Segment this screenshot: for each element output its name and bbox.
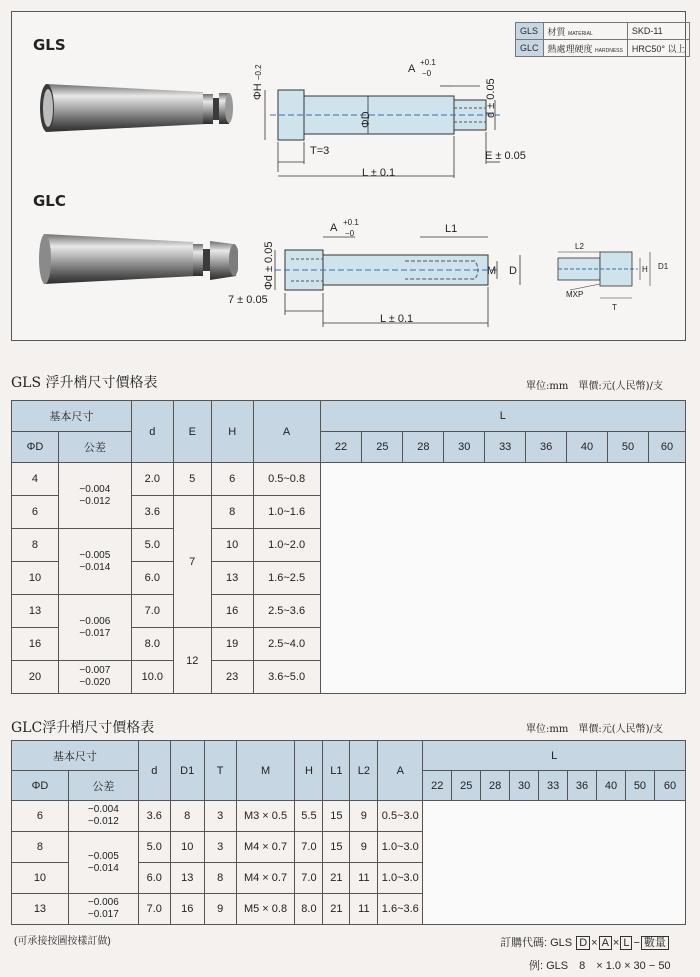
order-box-L: L	[620, 936, 632, 950]
order-example: 例: GLS 8 × 1.0 × 30 − 50	[529, 960, 671, 972]
cell-tolerance: −0.006 −0.017	[68, 894, 138, 925]
gls-phiH-label: ΦH −0.2	[252, 64, 264, 100]
cell-A: 1.0~3.0	[378, 832, 423, 863]
glc-pin-photo	[38, 228, 238, 290]
gls-table-title: GLS 浮升梢尺寸價格表	[11, 375, 158, 391]
cell-D: 6	[12, 801, 69, 832]
glc-table-title: GLC浮升梢尺寸價格表	[11, 720, 155, 736]
col-d: d	[131, 401, 173, 463]
col-basic: 基本尺寸	[12, 401, 132, 432]
cell-H: 8	[211, 496, 253, 529]
cell-tolerance: −0.004 −0.012	[68, 801, 138, 832]
col-E: E	[173, 401, 211, 463]
col-M: M	[236, 741, 295, 801]
cell-D1: 8	[170, 801, 204, 832]
order-box-D: D	[576, 936, 590, 950]
cell-A: 2.5~4.0	[253, 628, 320, 661]
cell-D: 13	[12, 894, 69, 925]
cell-D1: 10	[170, 832, 204, 863]
cell-H: 7.0	[295, 832, 323, 863]
cell-A: 0.5~0.8	[253, 463, 320, 496]
gls-price-table	[11, 400, 686, 694]
table-row	[12, 801, 686, 832]
cell-L1: 15	[323, 832, 350, 863]
glc-l-label: L ± 0.1	[380, 313, 414, 325]
col-L-value: 30	[510, 771, 539, 801]
col-D1: D1	[170, 741, 204, 801]
material-value: SKD-11	[627, 23, 690, 40]
cell-D: 20	[12, 661, 59, 694]
header-row	[12, 401, 686, 432]
table-row	[12, 463, 686, 496]
glc-price-table	[11, 740, 686, 925]
cell-L1: 15	[323, 801, 350, 832]
col-L-value: 28	[403, 432, 444, 463]
cell-D: 4	[12, 463, 59, 496]
cell-M: M4 × 0.7	[236, 832, 295, 863]
col-L-value: 25	[452, 771, 481, 801]
col-H: H	[211, 401, 253, 463]
material-code: GLC	[516, 40, 544, 57]
col-L-value: 60	[654, 771, 685, 801]
col-L-value: 25	[362, 432, 403, 463]
gls-d-label: d ± 0.05	[485, 78, 497, 118]
cell-A: 2.5~3.6	[253, 595, 320, 628]
cell-M: M3 × 0.5	[236, 801, 295, 832]
col-tolerance: 公差	[58, 432, 131, 463]
gls-a-label: A	[408, 63, 416, 75]
gls-unit-note: 單位:mm 單價:元(人民幣)/支	[526, 381, 663, 392]
cell-A: 1.6~2.5	[253, 562, 320, 595]
col-L-value: 50	[608, 432, 649, 463]
cell-D: 16	[12, 628, 59, 661]
col-L-value: 40	[597, 771, 626, 801]
col-phiD: ΦD	[12, 771, 69, 801]
cell-L1: 21	[323, 863, 350, 894]
glc-7-label: 7 ± 0.05	[228, 294, 268, 306]
gls-t-label: T=3	[310, 145, 330, 157]
order-box-A: A	[599, 936, 612, 950]
cell-tolerance: −0.007 −0.020	[58, 661, 131, 694]
col-L-value: 22	[423, 771, 452, 801]
cell-d: 10.0	[131, 661, 173, 694]
glc-a-tol-bot: −0	[345, 229, 355, 238]
glc-t-label: T	[612, 303, 617, 312]
cell-d: 2.0	[131, 463, 173, 496]
cell-d: 6.0	[131, 562, 173, 595]
cell-D: 8	[12, 832, 69, 863]
cell-tolerance: −0.005 −0.014	[58, 529, 131, 595]
gls-l-label: L ± 0.1	[362, 167, 396, 179]
glc-side-view	[548, 240, 668, 315]
col-L-value: 22	[320, 432, 362, 463]
cell-M: M4 × 0.7	[236, 863, 295, 894]
gls-label: GLS	[33, 36, 66, 54]
cell-H: 19	[211, 628, 253, 661]
col-L1: L1	[323, 741, 350, 801]
glc-l1-label: L1	[445, 223, 458, 235]
cell-D: 10	[12, 863, 69, 894]
col-phiD: ΦD	[12, 432, 59, 463]
col-L-value: 33	[485, 432, 526, 463]
cell-T: 8	[204, 863, 236, 894]
cell-M: M5 × 0.8	[236, 894, 295, 925]
custom-order-note: (可承接按圖按樣訂做)	[14, 936, 111, 947]
material-row	[516, 23, 690, 40]
cell-H: 16	[211, 595, 253, 628]
col-L: L	[320, 401, 685, 432]
gls-drawing	[250, 60, 550, 190]
cell-H: 10	[211, 529, 253, 562]
cell-d: 8.0	[131, 628, 173, 661]
cell-H: 23	[211, 661, 253, 694]
cell-d: 7.0	[138, 894, 170, 925]
cell-L2: 9	[350, 832, 378, 863]
col-H: H	[295, 741, 323, 801]
cell-A: 3.6~5.0	[253, 661, 320, 694]
gls-a-tol-bot: −0	[422, 69, 432, 78]
cell-D: 6	[12, 496, 59, 529]
gls-a-tol-top: +0.1	[420, 58, 436, 67]
cell-A: 1.0~3.0	[378, 863, 423, 894]
header-row	[12, 741, 686, 771]
col-L-value: 33	[539, 771, 568, 801]
cell-T: 3	[204, 801, 236, 832]
col-L-value: 50	[625, 771, 654, 801]
order-code: 訂購代碼: GLS D × A × L − 數量	[500, 934, 670, 950]
cell-H: 5.5	[295, 801, 323, 832]
glc-d-label: Φd ± 0.05	[263, 241, 275, 290]
col-d: d	[138, 741, 170, 801]
col-A: A	[253, 401, 320, 463]
col-L-value: 30	[444, 432, 485, 463]
cell-H: 7.0	[295, 863, 323, 894]
cell-tolerance: −0.004 −0.012	[58, 463, 131, 529]
gls-e-label: E ± 0.05	[485, 150, 526, 162]
cell-A: 1.0~1.6	[253, 496, 320, 529]
material-table	[515, 22, 690, 57]
cell-E: 7	[173, 496, 211, 628]
cell-T: 9	[204, 894, 236, 925]
cell-D: 13	[12, 595, 59, 628]
glc-mxp-label: MXP	[566, 290, 584, 299]
glc-m-label: M	[487, 265, 497, 277]
price-area	[320, 463, 685, 694]
cell-d: 7.0	[131, 595, 173, 628]
cell-D1: 13	[170, 863, 204, 894]
cell-L2: 11	[350, 863, 378, 894]
glc-D-label: D	[509, 265, 517, 277]
cell-tolerance: −0.005 −0.014	[68, 832, 138, 894]
cell-A: 1.6~3.6	[378, 894, 423, 925]
col-L-value: 40	[567, 432, 608, 463]
cell-A: 0.5~3.0	[378, 801, 423, 832]
order-box-qty: 數量	[641, 936, 669, 950]
cell-H: 6	[211, 463, 253, 496]
hardness-row	[516, 40, 690, 57]
gls-phiD-label: ΦD	[360, 111, 372, 128]
cell-d: 5.0	[138, 832, 170, 863]
glc-unit-note: 單位:mm 單價:元(人民幣)/支	[526, 724, 663, 735]
cell-d: 3.6	[138, 801, 170, 832]
glc-label: GLC	[33, 192, 66, 210]
glc-a-label: A	[330, 222, 338, 234]
header-row	[12, 432, 686, 463]
cell-D1: 16	[170, 894, 204, 925]
cell-tolerance: −0.006 −0.017	[58, 595, 131, 661]
glc-a-tol-top: +0.1	[343, 218, 359, 227]
col-basic: 基本尺寸	[12, 741, 139, 771]
cell-d: 5.0	[131, 529, 173, 562]
hardness-value: HRC50° 以上	[627, 40, 690, 57]
cell-E: 5	[173, 463, 211, 496]
col-A: A	[378, 741, 423, 801]
glc-h-label: H	[642, 265, 648, 274]
cell-L1: 21	[323, 894, 350, 925]
cell-D: 10	[12, 562, 59, 595]
material-label: 材質 MATERIAL	[543, 23, 627, 40]
gls-pin-photo	[38, 80, 238, 138]
col-L-value: 28	[481, 771, 510, 801]
col-L-value: 36	[568, 771, 597, 801]
col-T: T	[204, 741, 236, 801]
hardness-label: 熱處理硬度 HARDNESS	[543, 40, 627, 57]
cell-E: 12	[173, 628, 211, 694]
glc-d1-label: D1	[658, 262, 669, 271]
cell-L2: 9	[350, 801, 378, 832]
cell-A: 1.0~2.0	[253, 529, 320, 562]
col-L: L	[423, 741, 686, 771]
col-L-value: 60	[648, 432, 685, 463]
col-L2: L2	[350, 741, 378, 801]
material-code: GLS	[516, 23, 544, 40]
cell-H: 13	[211, 562, 253, 595]
cell-D: 8	[12, 529, 59, 562]
cell-L2: 11	[350, 894, 378, 925]
col-tolerance: 公差	[68, 771, 138, 801]
col-L-value: 36	[526, 432, 567, 463]
cell-H: 8.0	[295, 894, 323, 925]
price-area	[423, 801, 686, 925]
cell-T: 3	[204, 832, 236, 863]
glc-l2-label: L2	[575, 242, 584, 251]
cell-d: 6.0	[138, 863, 170, 894]
cell-d: 3.6	[131, 496, 173, 529]
